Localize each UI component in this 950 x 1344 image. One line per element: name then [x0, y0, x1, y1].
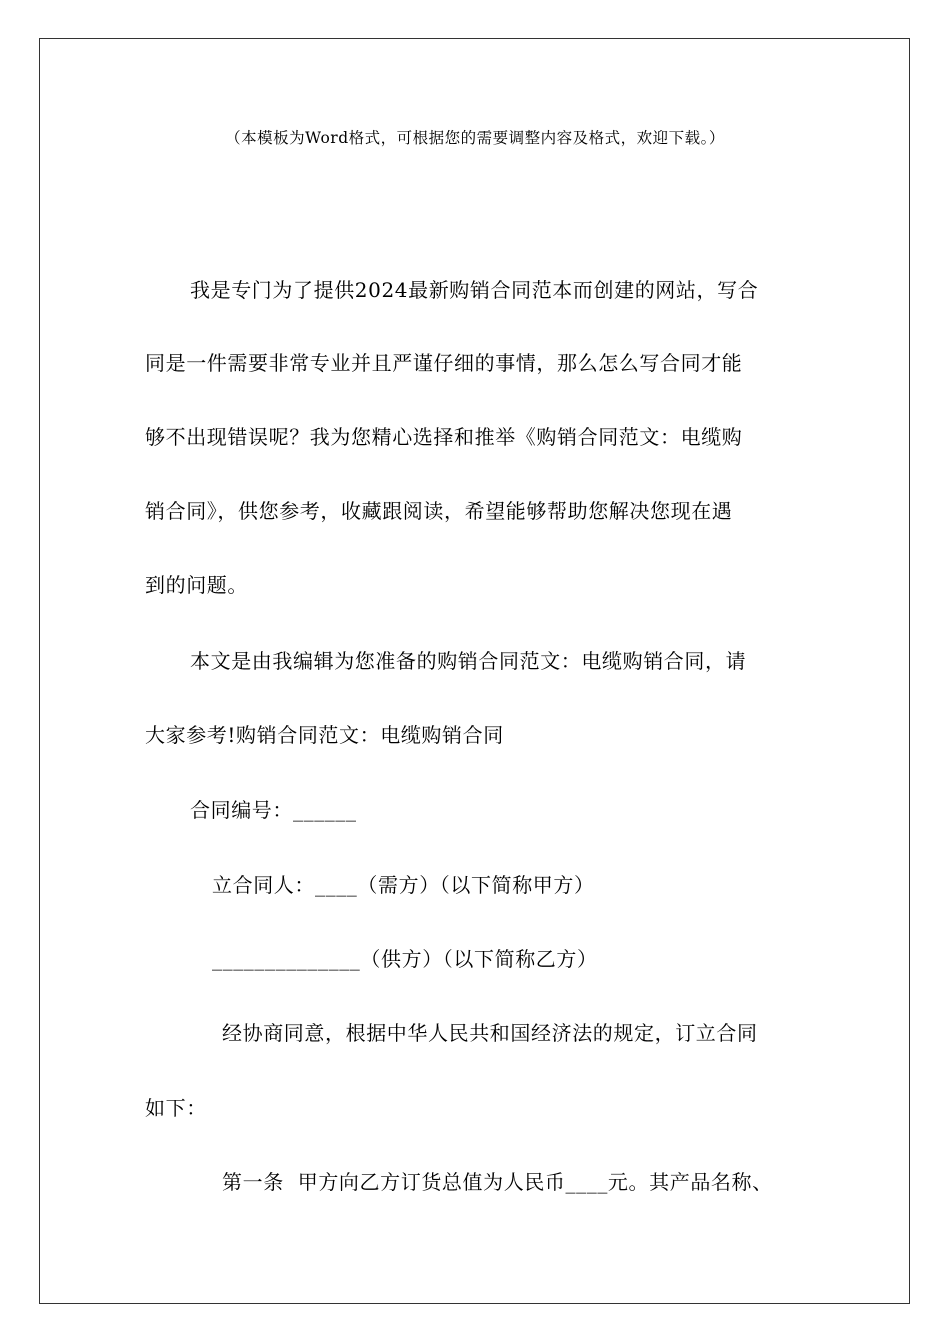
editor-note-line-2: 大家参考!购销合同范文：电缆购销合同 — [145, 723, 504, 747]
party-a-line: 立合同人：____（需方）（以下简称甲方） — [212, 873, 595, 897]
contract-number: 合同编号：______ — [190, 798, 357, 822]
intro-line-5: 到的问题。 — [145, 573, 248, 597]
template-note: （本模板为Word格式，可根据您的需要调整内容及格式，欢迎下载。） — [225, 129, 725, 147]
party-b-line: ______________（供方）（以下简称乙方） — [212, 947, 598, 971]
intro-line-4: 销合同》，供您参考，收藏跟阅读，希望能够帮助您解决您现在遇 — [145, 499, 733, 523]
article-1-line: 第一条 甲方向乙方订货总值为人民币____元。其产品名称、 — [222, 1170, 773, 1194]
agreement-line-1: 经协商同意，根据中华人民共和国经济法的规定，订立合同 — [222, 1021, 758, 1045]
intro-line-3: 够不出现错误呢？我为您精心选择和推举《购销合同范文：电缆购 — [145, 425, 743, 449]
agreement-line-2: 如下： — [145, 1096, 207, 1120]
intro-line-1: 我是专门为了提供2024最新购销合同范本而创建的网站，写合 — [190, 278, 759, 302]
intro-line-2: 同是一件需要非常专业并且严谨仔细的事情，那么怎么写合同才能 — [145, 351, 743, 375]
editor-note-line-1: 本文是由我编辑为您准备的购销合同范文：电缆购销合同，请 — [190, 649, 747, 673]
